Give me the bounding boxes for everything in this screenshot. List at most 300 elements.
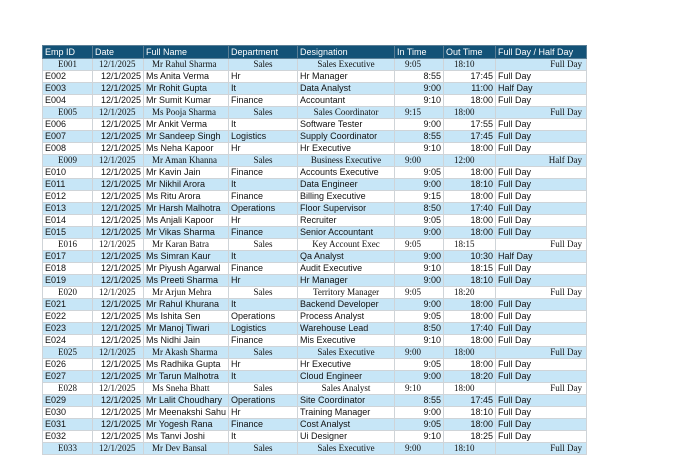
designation-cell[interactable]: Backend Developer <box>298 299 395 311</box>
day-type-cell[interactable]: Full Day <box>496 395 587 407</box>
date-cell[interactable]: 12/1/2025 <box>93 143 144 155</box>
date-cell[interactable]: 12/1/2025 <box>93 299 144 311</box>
full-name-cell[interactable]: Mr Rahul Sharma <box>144 59 229 71</box>
date-cell[interactable]: 12/1/2025 <box>93 419 144 431</box>
out-time-cell[interactable]: 18:10 <box>444 179 496 191</box>
in-time-cell[interactable]: 8:55 <box>395 71 444 83</box>
emp-id-cell[interactable]: E032 <box>43 431 93 443</box>
out-time-cell[interactable]: 18:20 <box>444 287 496 299</box>
full-name-cell[interactable]: Mr Sandeep Singh <box>144 131 229 143</box>
in-time-cell[interactable]: 9:00 <box>395 275 444 287</box>
day-type-cell[interactable]: Full Day <box>496 431 587 443</box>
emp-id-cell[interactable]: E003 <box>43 83 93 95</box>
table-row <box>43 83 587 95</box>
day-type-cell[interactable]: Full Day <box>496 347 587 359</box>
table-row <box>43 203 587 215</box>
date-cell[interactable]: 12/1/2025 <box>93 395 144 407</box>
date-cell[interactable]: 12/1/2025 <box>93 347 144 359</box>
department-cell[interactable]: It <box>229 83 298 95</box>
full-name-cell[interactable]: Mr Karan Batra <box>144 239 229 251</box>
day-type-cell[interactable]: Half Day <box>496 83 587 95</box>
date-cell[interactable]: 12/1/2025 <box>93 203 144 215</box>
table-row <box>43 251 587 263</box>
department-cell[interactable]: It <box>229 299 298 311</box>
designation-cell[interactable]: Key Account Exec <box>298 239 395 251</box>
date-cell[interactable]: 12/1/2025 <box>93 131 144 143</box>
date-cell[interactable]: 12/1/2025 <box>93 167 144 179</box>
department-cell[interactable]: Sales <box>229 107 298 119</box>
designation-cell[interactable]: Sales Executive <box>298 443 395 455</box>
full-name-cell[interactable]: Mr Rohit Gupta <box>144 83 229 95</box>
day-type-cell[interactable]: Full Day <box>496 95 587 107</box>
date-cell[interactable]: 12/1/2025 <box>93 287 144 299</box>
out-time-cell[interactable]: 12:00 <box>444 155 496 167</box>
emp-id-cell[interactable]: E021 <box>43 299 93 311</box>
emp-id-cell[interactable]: E009 <box>43 155 93 167</box>
department-cell[interactable]: It <box>229 179 298 191</box>
out-time-cell[interactable]: 17:40 <box>444 323 496 335</box>
department-cell[interactable]: Finance <box>229 227 298 239</box>
in-time-cell[interactable]: 9:10 <box>395 335 444 347</box>
full-name-cell[interactable]: Mr Aman Khanna <box>144 155 229 167</box>
emp-id-cell[interactable]: E002 <box>43 71 93 83</box>
in-time-cell[interactable]: 9:10 <box>395 431 444 443</box>
full-name-cell[interactable]: Mr Ankit Verma <box>144 119 229 131</box>
in-time-cell[interactable]: 9:00 <box>395 119 444 131</box>
in-time-cell[interactable]: 8:50 <box>395 203 444 215</box>
out-time-cell[interactable]: 18:10 <box>444 443 496 455</box>
table-row <box>43 263 587 275</box>
table-row <box>43 431 587 443</box>
out-time-cell[interactable]: 10:30 <box>444 251 496 263</box>
emp-id-cell[interactable]: E018 <box>43 263 93 275</box>
emp-id-cell[interactable]: E026 <box>43 359 93 371</box>
date-cell[interactable]: 12/1/2025 <box>93 383 144 395</box>
day-type-cell[interactable]: Full Day <box>496 239 587 251</box>
table-row <box>43 443 587 455</box>
day-type-cell[interactable]: Full Day <box>496 167 587 179</box>
full-name-cell[interactable]: Ms Anjali Kapoor <box>144 215 229 227</box>
date-cell[interactable]: 12/1/2025 <box>93 443 144 455</box>
table-row <box>43 239 587 251</box>
out-time-cell[interactable]: 17:45 <box>444 131 496 143</box>
department-cell[interactable]: Sales <box>229 383 298 395</box>
in-time-cell[interactable]: 9:15 <box>395 107 444 119</box>
designation-cell[interactable]: Warehouse Lead <box>298 323 395 335</box>
header-out-time[interactable]: Out Time <box>444 46 496 59</box>
designation-cell[interactable]: Hr Executive <box>298 143 395 155</box>
designation-cell[interactable]: Site Coordinator <box>298 395 395 407</box>
full-name-cell[interactable]: Ms Neha Kapoor <box>144 143 229 155</box>
out-time-cell[interactable]: 18:00 <box>444 347 496 359</box>
designation-cell[interactable]: Business Executive <box>298 155 395 167</box>
out-time-cell[interactable]: 18:00 <box>444 107 496 119</box>
department-cell[interactable]: Logistics <box>229 323 298 335</box>
out-time-cell[interactable]: 18:10 <box>444 275 496 287</box>
in-time-cell[interactable]: 8:50 <box>395 323 444 335</box>
header-department[interactable]: Department <box>229 46 298 59</box>
emp-id-cell[interactable]: E010 <box>43 167 93 179</box>
designation-cell[interactable]: Software Tester <box>298 119 395 131</box>
department-cell[interactable]: Sales <box>229 443 298 455</box>
in-time-cell[interactable]: 9:05 <box>395 359 444 371</box>
department-cell[interactable]: Finance <box>229 191 298 203</box>
full-name-cell[interactable]: Mr Lalit Choudhary <box>144 395 229 407</box>
in-time-cell[interactable]: 9:05 <box>395 419 444 431</box>
designation-cell[interactable]: Accountant <box>298 95 395 107</box>
date-cell[interactable]: 12/1/2025 <box>93 275 144 287</box>
out-time-cell[interactable]: 18:00 <box>444 359 496 371</box>
table-row <box>43 119 587 131</box>
emp-id-cell[interactable]: E023 <box>43 323 93 335</box>
out-time-cell[interactable]: 18:15 <box>444 239 496 251</box>
full-name-cell[interactable]: Mr Akash Sharma <box>144 347 229 359</box>
day-type-cell[interactable]: Full Day <box>496 131 587 143</box>
full-name-cell[interactable]: Mr Harsh Malhotra <box>144 203 229 215</box>
out-time-cell[interactable]: 17:45 <box>444 71 496 83</box>
department-cell[interactable]: Operations <box>229 395 298 407</box>
designation-cell[interactable]: Audit Executive <box>298 263 395 275</box>
designation-cell[interactable]: Mis Executive <box>298 335 395 347</box>
out-time-cell[interactable]: 18:00 <box>444 215 496 227</box>
emp-id-cell[interactable]: E022 <box>43 311 93 323</box>
day-type-cell[interactable]: Half Day <box>496 251 587 263</box>
full-name-cell[interactable]: Mr Rahul Khurana <box>144 299 229 311</box>
full-name-cell[interactable]: Ms Sneha Bhatt <box>144 383 229 395</box>
full-name-cell[interactable]: Ms Ritu Arora <box>144 191 229 203</box>
table-row <box>43 71 587 83</box>
department-cell[interactable]: Sales <box>229 239 298 251</box>
day-type-cell[interactable]: Full Day <box>496 59 587 71</box>
department-cell[interactable]: Hr <box>229 275 298 287</box>
out-time-cell[interactable]: 18:00 <box>444 419 496 431</box>
day-type-cell[interactable]: Half Day <box>496 155 587 167</box>
table-row <box>43 227 587 239</box>
date-cell[interactable]: 12/1/2025 <box>93 431 144 443</box>
department-cell[interactable]: Finance <box>229 263 298 275</box>
table-row <box>43 155 587 167</box>
emp-id-cell[interactable]: E020 <box>43 287 93 299</box>
full-name-cell[interactable]: Ms Tanvi Joshi <box>144 431 229 443</box>
designation-cell[interactable]: Ui Designer <box>298 431 395 443</box>
in-time-cell[interactable]: 9:05 <box>395 215 444 227</box>
date-cell[interactable]: 12/1/2025 <box>93 155 144 167</box>
date-cell[interactable]: 12/1/2025 <box>93 107 144 119</box>
in-time-cell[interactable]: 8:55 <box>395 395 444 407</box>
out-time-cell[interactable]: 18:25 <box>444 431 496 443</box>
department-cell[interactable]: Sales <box>229 59 298 71</box>
table-row <box>43 143 587 155</box>
day-type-cell[interactable]: Full Day <box>496 143 587 155</box>
designation-cell[interactable]: Cost Analyst <box>298 419 395 431</box>
full-name-cell[interactable]: Ms Nidhi Jain <box>144 335 229 347</box>
department-cell[interactable]: Finance <box>229 335 298 347</box>
day-type-cell[interactable]: Full Day <box>496 71 587 83</box>
emp-id-cell[interactable]: E024 <box>43 335 93 347</box>
in-time-cell[interactable]: 9:05 <box>395 59 444 71</box>
table-row <box>43 287 587 299</box>
in-time-cell[interactable]: 9:05 <box>395 311 444 323</box>
in-time-cell[interactable]: 9:15 <box>395 191 444 203</box>
designation-cell[interactable]: Data Engineer <box>298 179 395 191</box>
full-name-cell[interactable]: Mr Tarun Malhotra <box>144 371 229 383</box>
in-time-cell[interactable]: 9:00 <box>395 347 444 359</box>
date-cell[interactable]: 12/1/2025 <box>93 59 144 71</box>
date-cell[interactable]: 12/1/2025 <box>93 407 144 419</box>
designation-cell[interactable]: Accounts Executive <box>298 167 395 179</box>
date-cell[interactable]: 12/1/2025 <box>93 263 144 275</box>
department-cell[interactable]: Sales <box>229 347 298 359</box>
emp-id-cell[interactable]: E019 <box>43 275 93 287</box>
full-name-cell[interactable]: Mr Meenakshi Sahu <box>144 407 229 419</box>
department-cell[interactable]: Hr <box>229 71 298 83</box>
emp-id-cell[interactable]: E006 <box>43 119 93 131</box>
day-type-cell[interactable]: Full Day <box>496 371 587 383</box>
in-time-cell[interactable]: 9:00 <box>395 155 444 167</box>
table-row <box>43 131 587 143</box>
day-type-cell[interactable]: Full Day <box>496 407 587 419</box>
designation-cell[interactable]: Sales Analyst <box>298 383 395 395</box>
emp-id-cell[interactable]: E028 <box>43 383 93 395</box>
table-row <box>43 419 587 431</box>
designation-cell[interactable]: Hr Manager <box>298 71 395 83</box>
emp-id-cell[interactable]: E031 <box>43 419 93 431</box>
full-name-cell[interactable]: Mr Vikas Sharma <box>144 227 229 239</box>
full-name-cell[interactable]: Ms Anita Verma <box>144 71 229 83</box>
full-name-cell[interactable]: Ms Preeti Sharma <box>144 275 229 287</box>
out-time-cell[interactable]: 17:40 <box>444 203 496 215</box>
day-type-cell[interactable]: Full Day <box>496 359 587 371</box>
table-row <box>43 335 587 347</box>
in-time-cell[interactable]: 9:05 <box>395 287 444 299</box>
out-time-cell[interactable]: 18:00 <box>444 335 496 347</box>
designation-cell[interactable]: Training Manager <box>298 407 395 419</box>
out-time-cell[interactable]: 18:00 <box>444 299 496 311</box>
out-time-cell[interactable]: 18:00 <box>444 227 496 239</box>
in-time-cell[interactable]: 9:10 <box>395 383 444 395</box>
emp-id-cell[interactable]: E007 <box>43 131 93 143</box>
day-type-cell[interactable]: Full Day <box>496 203 587 215</box>
date-cell[interactable]: 12/1/2025 <box>93 83 144 95</box>
emp-id-cell[interactable]: E025 <box>43 347 93 359</box>
table-row <box>43 179 587 191</box>
in-time-cell[interactable]: 9:10 <box>395 263 444 275</box>
out-time-cell[interactable]: 18:00 <box>444 191 496 203</box>
day-type-cell[interactable]: Full Day <box>496 227 587 239</box>
department-cell[interactable]: Finance <box>229 95 298 107</box>
out-time-cell[interactable]: 11:00 <box>444 83 496 95</box>
day-type-cell[interactable]: Full Day <box>496 299 587 311</box>
full-name-cell[interactable]: Mr Arjun Mehra <box>144 287 229 299</box>
department-cell[interactable]: It <box>229 251 298 263</box>
full-name-cell[interactable]: Ms Simran Kaur <box>144 251 229 263</box>
designation-cell[interactable]: Senior Accountant <box>298 227 395 239</box>
date-cell[interactable]: 12/1/2025 <box>93 335 144 347</box>
designation-cell[interactable]: Billing Executive <box>298 191 395 203</box>
department-cell[interactable]: Hr <box>229 359 298 371</box>
in-time-cell[interactable]: 9:05 <box>395 239 444 251</box>
emp-id-cell[interactable]: E012 <box>43 191 93 203</box>
table-row <box>43 371 587 383</box>
department-cell[interactable]: It <box>229 371 298 383</box>
out-time-cell[interactable]: 18:00 <box>444 95 496 107</box>
full-name-cell[interactable]: Ms Radhika Gupta <box>144 359 229 371</box>
in-time-cell[interactable]: 9:00 <box>395 443 444 455</box>
date-cell[interactable]: 12/1/2025 <box>93 119 144 131</box>
in-time-cell[interactable]: 9:00 <box>395 407 444 419</box>
day-type-cell[interactable]: Full Day <box>496 335 587 347</box>
in-time-cell[interactable]: 9:10 <box>395 143 444 155</box>
department-cell[interactable]: Hr <box>229 215 298 227</box>
designation-cell[interactable]: Hr Executive <box>298 359 395 371</box>
day-type-cell[interactable]: Full Day <box>496 419 587 431</box>
header-designation[interactable]: Designation <box>298 46 395 59</box>
date-cell[interactable]: 12/1/2025 <box>93 95 144 107</box>
full-name-cell[interactable]: Mr Piyush Agarwal <box>144 263 229 275</box>
designation-cell[interactable]: Floor Supervisor <box>298 203 395 215</box>
designation-cell[interactable]: Process Analyst <box>298 311 395 323</box>
out-time-cell[interactable]: 18:10 <box>444 59 496 71</box>
table-row <box>43 311 587 323</box>
emp-id-cell[interactable]: E008 <box>43 143 93 155</box>
day-type-cell[interactable]: Full Day <box>496 275 587 287</box>
date-cell[interactable]: 12/1/2025 <box>93 323 144 335</box>
header-full-name[interactable]: Full Name <box>144 46 229 59</box>
designation-cell[interactable]: Sales Executive <box>298 59 395 71</box>
table-row <box>43 347 587 359</box>
designation-cell[interactable]: Territory Manager <box>298 287 395 299</box>
in-time-cell[interactable]: 9:10 <box>395 95 444 107</box>
full-name-cell[interactable]: Mr Dev Bansal <box>144 443 229 455</box>
department-cell[interactable]: It <box>229 431 298 443</box>
day-type-cell[interactable]: Full Day <box>496 191 587 203</box>
date-cell[interactable]: 12/1/2025 <box>93 191 144 203</box>
out-time-cell[interactable]: 17:55 <box>444 119 496 131</box>
designation-cell[interactable]: Qa Analyst <box>298 251 395 263</box>
emp-id-cell[interactable]: E029 <box>43 395 93 407</box>
department-cell[interactable]: Logistics <box>229 131 298 143</box>
out-time-cell[interactable]: 17:45 <box>444 395 496 407</box>
department-cell[interactable]: Finance <box>229 419 298 431</box>
full-name-cell[interactable]: Mr Sumit Kumar <box>144 95 229 107</box>
day-type-cell[interactable]: Full Day <box>496 323 587 335</box>
department-cell[interactable]: Hr <box>229 143 298 155</box>
date-cell[interactable]: 12/1/2025 <box>93 179 144 191</box>
designation-cell[interactable]: Hr Manager <box>298 275 395 287</box>
day-type-cell[interactable]: Full Day <box>496 311 587 323</box>
designation-cell[interactable]: Cloud Engineer <box>298 371 395 383</box>
department-cell[interactable]: Finance <box>229 167 298 179</box>
emp-id-cell[interactable]: E027 <box>43 371 93 383</box>
department-cell[interactable]: Operations <box>229 203 298 215</box>
in-time-cell[interactable]: 9:00 <box>395 371 444 383</box>
designation-cell[interactable]: Recruiter <box>298 215 395 227</box>
day-type-cell[interactable]: Full Day <box>496 215 587 227</box>
emp-id-cell[interactable]: E013 <box>43 203 93 215</box>
table-row <box>43 167 587 179</box>
emp-id-cell[interactable]: E011 <box>43 179 93 191</box>
table-row <box>43 95 587 107</box>
table-row <box>43 359 587 371</box>
in-time-cell[interactable]: 9:00 <box>395 179 444 191</box>
emp-id-cell[interactable]: E004 <box>43 95 93 107</box>
emp-id-cell[interactable]: E017 <box>43 251 93 263</box>
full-name-cell[interactable]: Mr Kavin Jain <box>144 167 229 179</box>
attendance-table <box>42 45 587 455</box>
emp-id-cell[interactable]: E016 <box>43 239 93 251</box>
department-cell[interactable]: Sales <box>229 287 298 299</box>
header-in-time[interactable]: In Time <box>395 46 444 59</box>
full-name-cell[interactable]: Ms Ishita Sen <box>144 311 229 323</box>
emp-id-cell[interactable]: E001 <box>43 59 93 71</box>
out-time-cell[interactable]: 18:00 <box>444 311 496 323</box>
designation-cell[interactable]: Data Analyst <box>298 83 395 95</box>
emp-id-cell[interactable]: E005 <box>43 107 93 119</box>
designation-cell[interactable]: Sales Executive <box>298 347 395 359</box>
table-row <box>43 299 587 311</box>
header-date[interactable]: Date <box>93 46 144 59</box>
full-name-cell[interactable]: Mr Nikhil Arora <box>144 179 229 191</box>
out-time-cell[interactable]: 18:20 <box>444 371 496 383</box>
in-time-cell[interactable]: 9:05 <box>395 167 444 179</box>
department-cell[interactable]: Operations <box>229 311 298 323</box>
date-cell[interactable]: 12/1/2025 <box>93 311 144 323</box>
day-type-cell[interactable]: Full Day <box>496 119 587 131</box>
out-time-cell[interactable]: 18:00 <box>444 143 496 155</box>
date-cell[interactable]: 12/1/2025 <box>93 251 144 263</box>
out-time-cell[interactable]: 18:00 <box>444 167 496 179</box>
day-type-cell[interactable]: Full Day <box>496 263 587 275</box>
in-time-cell[interactable]: 8:55 <box>395 131 444 143</box>
out-time-cell[interactable]: 18:15 <box>444 263 496 275</box>
day-type-cell[interactable]: Full Day <box>496 383 587 395</box>
designation-cell[interactable]: Sales Coordinator <box>298 107 395 119</box>
day-type-cell[interactable]: Full Day <box>496 443 587 455</box>
out-time-cell[interactable]: 18:00 <box>444 383 496 395</box>
emp-id-cell[interactable]: E030 <box>43 407 93 419</box>
header-day-type[interactable]: Full Day / Half Day <box>496 46 587 59</box>
date-cell[interactable]: 12/1/2025 <box>93 371 144 383</box>
department-cell[interactable]: It <box>229 119 298 131</box>
full-name-cell[interactable]: Mr Manoj Tiwari <box>144 323 229 335</box>
emp-id-cell[interactable]: E014 <box>43 215 93 227</box>
date-cell[interactable]: 12/1/2025 <box>93 71 144 83</box>
emp-id-cell[interactable]: E033 <box>43 443 93 455</box>
designation-cell[interactable]: Supply Coordinator <box>298 131 395 143</box>
day-type-cell[interactable]: Full Day <box>496 179 587 191</box>
date-cell[interactable]: 12/1/2025 <box>93 215 144 227</box>
day-type-cell[interactable]: Full Day <box>496 107 587 119</box>
full-name-cell[interactable]: Ms Pooja Sharma <box>144 107 229 119</box>
day-type-cell[interactable]: Full Day <box>496 287 587 299</box>
in-time-cell[interactable]: 9:00 <box>395 227 444 239</box>
in-time-cell[interactable]: 9:00 <box>395 83 444 95</box>
department-cell[interactable]: Sales <box>229 155 298 167</box>
date-cell[interactable]: 12/1/2025 <box>93 239 144 251</box>
table-row <box>43 275 587 287</box>
out-time-cell[interactable]: 18:10 <box>444 407 496 419</box>
emp-id-cell[interactable]: E015 <box>43 227 93 239</box>
header-emp-id[interactable]: Emp ID <box>43 46 93 59</box>
table-row <box>43 407 587 419</box>
table-row <box>43 107 587 119</box>
full-name-cell[interactable]: Mr Yogesh Rana <box>144 419 229 431</box>
in-time-cell[interactable]: 9:00 <box>395 251 444 263</box>
in-time-cell[interactable]: 9:00 <box>395 299 444 311</box>
date-cell[interactable]: 12/1/2025 <box>93 227 144 239</box>
date-cell[interactable]: 12/1/2025 <box>93 359 144 371</box>
department-cell[interactable]: Hr <box>229 407 298 419</box>
